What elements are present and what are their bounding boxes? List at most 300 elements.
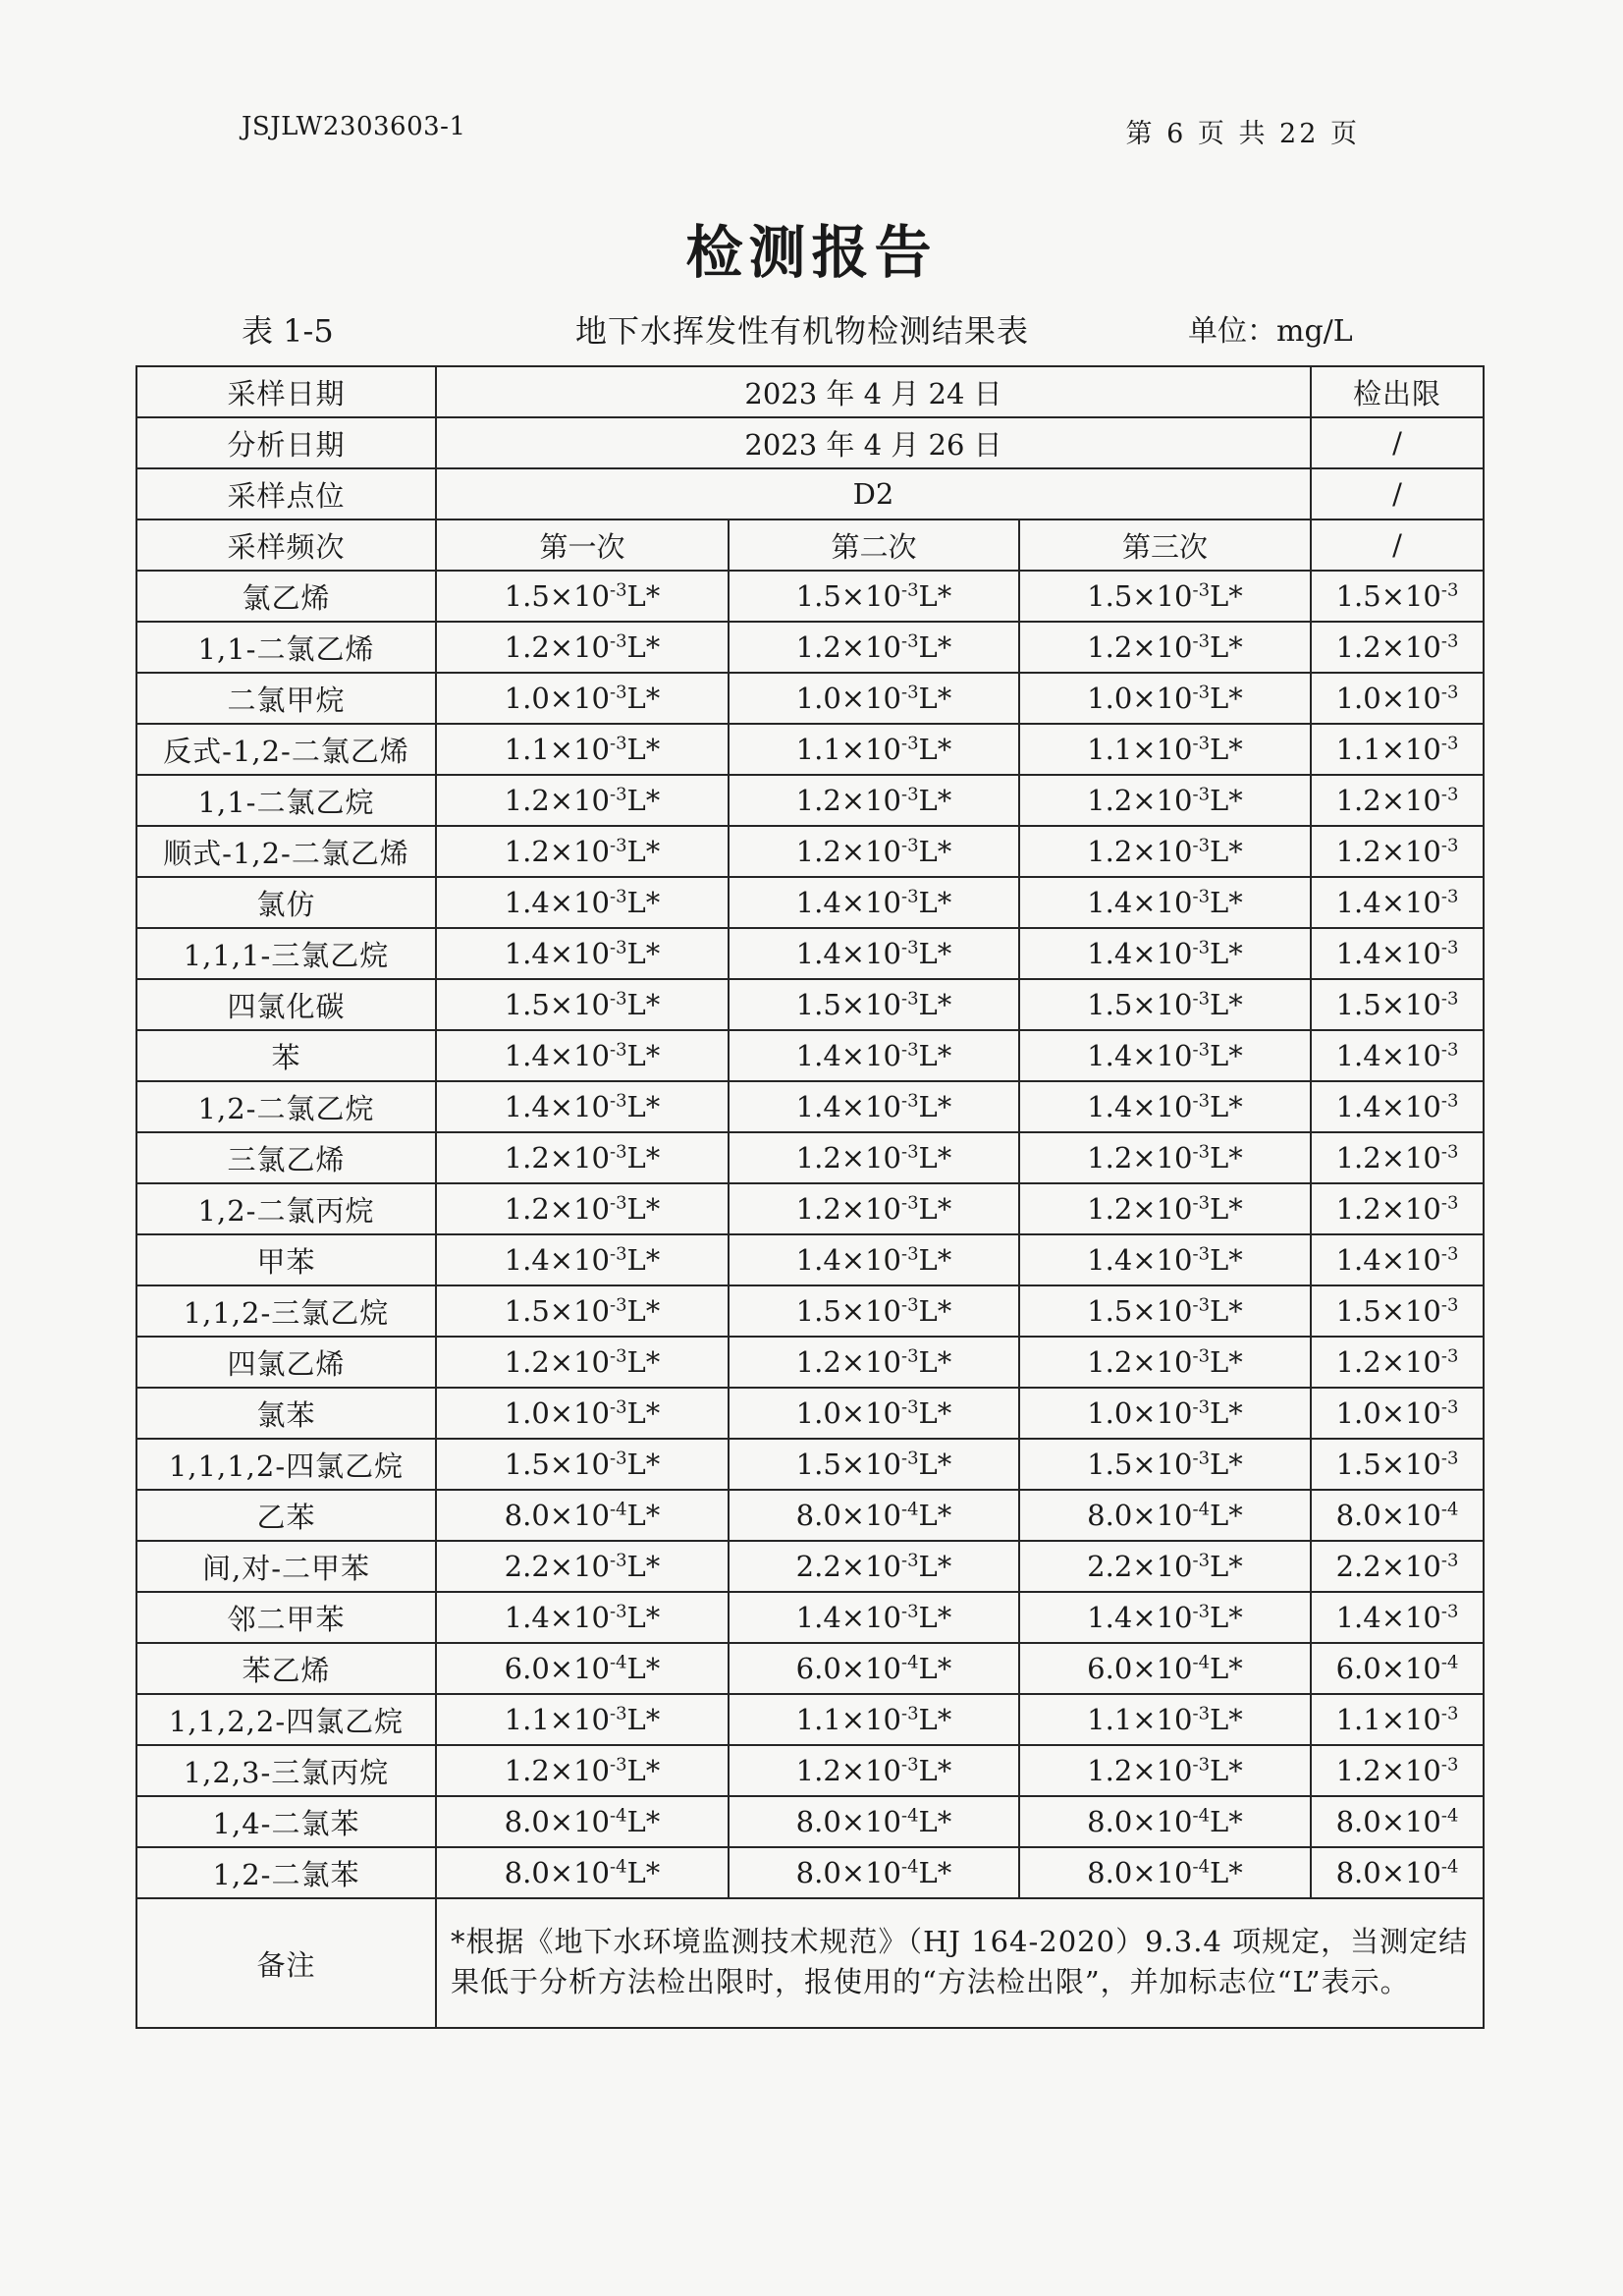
value-exponent: -3	[610, 1192, 627, 1214]
value-mantissa: 8.0	[1335, 1856, 1381, 1889]
result-cell: $8.0\times 10^{-4}L*$	[436, 1847, 729, 1898]
value-exponent: -3	[1192, 1703, 1211, 1724]
value-exponent: -3	[901, 886, 919, 907]
value-mantissa: 1.5	[1087, 1448, 1133, 1481]
value-exponent: -3	[610, 886, 627, 907]
result-cell: $1.5\times 10^{-3}L*$	[729, 1285, 1019, 1337]
report-title: 检测报告	[685, 219, 938, 286]
report-number: JSJLW2303603-1	[242, 112, 466, 141]
result-cell: $1.2\times 10^{-3}L*$	[1019, 1132, 1311, 1183]
value-exponent: -3	[1440, 579, 1459, 601]
analyte-name: 苯	[136, 1030, 436, 1081]
value-mantissa: 1.1	[504, 1703, 550, 1736]
result-cell: $1.4\times 10^{-3}L*$	[436, 1081, 729, 1132]
value-mantissa: 1.4	[504, 1601, 550, 1634]
value-exponent: -3	[1192, 1243, 1211, 1265]
table-row	[136, 1847, 1484, 1898]
value-mantissa: 8.0	[1087, 1805, 1133, 1838]
value-mantissa: 1.2	[504, 1192, 550, 1226]
detection-limit-cell: $1.2\times 10^{-3}$	[1311, 622, 1484, 673]
detection-limit-cell: $1.5\times 10^{-3}$	[1311, 1285, 1484, 1337]
value-mantissa: 1.0	[795, 682, 841, 715]
analyte-name: 氯仿	[136, 877, 436, 928]
detection-limit-cell: $6.0\times 10^{-4}$	[1311, 1643, 1484, 1694]
table-row	[136, 1490, 1484, 1541]
table-row	[136, 1030, 1484, 1081]
detection-limit-cell: $8.0\times 10^{-4}$	[1311, 1847, 1484, 1898]
value-exponent: -4	[610, 1652, 627, 1673]
value-exponent: -3	[1440, 784, 1459, 805]
table-row	[136, 877, 1484, 928]
detection-limit-cell: $1.4\times 10^{-3}$	[1311, 1592, 1484, 1643]
table-row	[136, 1388, 1484, 1439]
frequency-1: 第一次	[436, 519, 729, 571]
table-row	[136, 724, 1484, 775]
value-mantissa: 2.2	[504, 1550, 550, 1583]
result-cell: $1.2\times 10^{-3}L*$	[729, 1745, 1019, 1796]
value-mantissa: 1.2	[795, 784, 841, 817]
value-exponent: -4	[1192, 1805, 1211, 1827]
result-cell: $1.4\times 10^{-3}L*$	[1019, 877, 1311, 928]
result-cell: $2.2\times 10^{-3}L*$	[729, 1541, 1019, 1592]
value-mantissa: 1.4	[504, 1243, 550, 1277]
value-mantissa: 1.4	[1335, 886, 1381, 919]
table-row	[136, 1081, 1484, 1132]
value-mantissa: 1.5	[1087, 988, 1133, 1021]
analyte-name: 四氯乙烯	[136, 1337, 436, 1388]
result-cell: $1.5\times 10^{-3}L*$	[1019, 1439, 1311, 1490]
slash-cell: /	[1311, 519, 1484, 571]
value-exponent: -3	[901, 1601, 919, 1622]
table-row	[136, 1592, 1484, 1643]
value-mantissa: 1.4	[1335, 1039, 1381, 1072]
value-mantissa: 8.0	[504, 1805, 550, 1838]
sampling-frequency-label: 采样频次	[136, 519, 436, 571]
analyte-name: 甲苯	[136, 1234, 436, 1285]
value-exponent: -3	[610, 733, 627, 754]
result-cell: $1.2\times 10^{-3}L*$	[1019, 1183, 1311, 1234]
result-cell: $8.0\times 10^{-4}L*$	[729, 1847, 1019, 1898]
detection-limit-header: 检出限	[1311, 366, 1484, 417]
result-cell: $1.2\times 10^{-3}L*$	[436, 1132, 729, 1183]
value-exponent: -3	[1440, 1345, 1459, 1367]
value-mantissa: 8.0	[1335, 1805, 1381, 1838]
result-cell: $1.0\times 10^{-3}L*$	[436, 1388, 729, 1439]
value-exponent: -3	[610, 682, 627, 703]
value-mantissa: 1.1	[1335, 733, 1381, 766]
result-cell: $1.5\times 10^{-3}L*$	[729, 1439, 1019, 1490]
value-exponent: -3	[901, 1703, 919, 1724]
analyte-name: 1,1,1,2-四氯乙烷	[136, 1439, 436, 1490]
value-mantissa: 8.0	[795, 1805, 841, 1838]
value-mantissa: 1.4	[795, 886, 841, 919]
value-exponent: -4	[1440, 1805, 1459, 1827]
analysis-date-value: 2023 年 4 月 26 日	[436, 417, 1311, 468]
sampling-date-value: 2023 年 4 月 24 日	[436, 366, 1311, 417]
value-mantissa: 1.1	[504, 733, 550, 766]
analyte-name: 乙苯	[136, 1490, 436, 1541]
table-row	[136, 1234, 1484, 1285]
value-mantissa: 1.2	[1087, 630, 1133, 664]
detection-limit-cell: $1.4\times 10^{-3}$	[1311, 928, 1484, 979]
value-mantissa: 1.0	[1335, 1396, 1381, 1430]
value-exponent: -3	[901, 1550, 919, 1571]
value-mantissa: 1.2	[504, 1141, 550, 1175]
value-mantissa: 1.5	[1087, 579, 1133, 613]
result-cell: $1.1\times 10^{-3}L*$	[729, 724, 1019, 775]
result-cell: $1.2\times 10^{-3}L*$	[729, 1132, 1019, 1183]
detection-limit-cell: $1.2\times 10^{-3}$	[1311, 1337, 1484, 1388]
value-exponent: -4	[1440, 1499, 1459, 1520]
value-mantissa: 1.5	[795, 1294, 841, 1328]
value-exponent: -3	[901, 1141, 919, 1163]
result-cell: $1.2\times 10^{-3}L*$	[1019, 1337, 1311, 1388]
detection-limit-cell: $2.2\times 10^{-3}$	[1311, 1541, 1484, 1592]
value-mantissa: 1.2	[795, 1754, 841, 1787]
value-exponent: -3	[1192, 1550, 1211, 1571]
result-cell: $1.2\times 10^{-3}L*$	[1019, 775, 1311, 826]
result-cell: $1.2\times 10^{-3}L*$	[1019, 826, 1311, 877]
value-exponent: -3	[901, 630, 919, 652]
result-cell: $1.1\times 10^{-3}L*$	[436, 724, 729, 775]
value-mantissa: 6.0	[795, 1652, 841, 1685]
value-mantissa: 1.1	[795, 1703, 841, 1736]
value-mantissa: 1.1	[1335, 1703, 1381, 1736]
value-mantissa: 1.2	[795, 1141, 841, 1175]
value-mantissa: 1.5	[504, 988, 550, 1021]
header-row-sampling-point	[136, 468, 1484, 519]
value-mantissa: 1.2	[795, 630, 841, 664]
value-mantissa: 1.4	[1335, 1601, 1381, 1634]
value-mantissa: 1.5	[1335, 579, 1381, 613]
value-mantissa: 1.2	[1087, 1754, 1133, 1787]
analyte-name: 1,1,1-三氯乙烷	[136, 928, 436, 979]
value-exponent: -3	[901, 1294, 919, 1316]
table-row	[136, 979, 1484, 1030]
value-exponent: -4	[610, 1499, 627, 1520]
result-cell: $1.1\times 10^{-3}L*$	[1019, 1694, 1311, 1745]
value-mantissa: 1.4	[795, 1090, 841, 1123]
value-mantissa: 6.0	[504, 1652, 550, 1685]
value-exponent: -3	[1440, 1294, 1459, 1316]
analysis-date-label: 分析日期	[136, 417, 436, 468]
result-cell: $6.0\times 10^{-4}L*$	[1019, 1643, 1311, 1694]
value-exponent: -3	[1440, 1448, 1459, 1469]
value-exponent: -4	[1440, 1652, 1459, 1673]
table-row	[136, 1439, 1484, 1490]
value-mantissa: 1.2	[504, 630, 550, 664]
value-exponent: -3	[610, 630, 627, 652]
result-cell: $1.4\times 10^{-3}L*$	[729, 877, 1019, 928]
detection-limit-cell: $1.1\times 10^{-3}$	[1311, 1694, 1484, 1745]
analyte-name: 1,2-二氯乙烷	[136, 1081, 436, 1132]
value-exponent: -3	[610, 1090, 627, 1112]
result-cell: $1.2\times 10^{-3}L*$	[729, 1337, 1019, 1388]
analyte-name: 1,1,2,2-四氯乙烷	[136, 1694, 436, 1745]
value-exponent: -3	[1192, 1141, 1211, 1163]
value-exponent: -3	[901, 682, 919, 703]
analyte-name: 四氯化碳	[136, 979, 436, 1030]
value-exponent: -3	[901, 1039, 919, 1061]
result-cell: $1.0\times 10^{-3}L*$	[729, 1388, 1019, 1439]
value-mantissa: 1.4	[504, 1090, 550, 1123]
value-exponent: -3	[610, 1243, 627, 1265]
value-mantissa: 1.4	[1087, 937, 1133, 970]
value-exponent: -3	[1192, 1396, 1211, 1418]
result-cell: $8.0\times 10^{-4}L*$	[436, 1796, 729, 1847]
value-mantissa: 8.0	[795, 1499, 841, 1532]
value-exponent: -3	[1192, 1039, 1211, 1061]
value-exponent: -3	[610, 1294, 627, 1316]
value-exponent: -3	[901, 835, 919, 856]
value-exponent: -3	[1192, 1601, 1211, 1622]
result-cell: $1.5\times 10^{-3}L*$	[1019, 979, 1311, 1030]
value-mantissa: 1.0	[1087, 682, 1133, 715]
analyte-name: 氯苯	[136, 1388, 436, 1439]
result-cell: $1.2\times 10^{-3}L*$	[729, 1183, 1019, 1234]
table-row	[136, 775, 1484, 826]
analyte-name: 1,1,2-三氯乙烷	[136, 1285, 436, 1337]
result-cell: $1.5\times 10^{-3}L*$	[1019, 1285, 1311, 1337]
value-exponent: -3	[1440, 835, 1459, 856]
value-exponent: -3	[1440, 1601, 1459, 1622]
value-exponent: -3	[1192, 682, 1211, 703]
value-mantissa: 1.0	[795, 1396, 841, 1430]
value-mantissa: 1.2	[1087, 784, 1133, 817]
value-exponent: -3	[901, 1243, 919, 1265]
result-cell: $8.0\times 10^{-4}L*$	[729, 1796, 1019, 1847]
value-exponent: -3	[1192, 835, 1211, 856]
value-exponent: -4	[901, 1856, 919, 1878]
result-cell: $1.2\times 10^{-3}L*$	[729, 622, 1019, 673]
value-mantissa: 1.2	[1087, 1141, 1133, 1175]
value-exponent: -3	[1440, 733, 1459, 754]
result-cell: $1.2\times 10^{-3}L*$	[436, 622, 729, 673]
table-row	[136, 1183, 1484, 1234]
result-cell: $1.1\times 10^{-3}L*$	[436, 1694, 729, 1745]
value-exponent: -3	[1192, 1448, 1211, 1469]
result-cell: $1.4\times 10^{-3}L*$	[436, 1592, 729, 1643]
result-cell: $1.2\times 10^{-3}L*$	[436, 1745, 729, 1796]
value-mantissa: 6.0	[1087, 1652, 1133, 1685]
value-mantissa: 2.2	[795, 1550, 841, 1583]
header-row-sampling-date	[136, 366, 1484, 417]
sampling-point-value: D2	[436, 468, 1311, 519]
value-exponent: -3	[610, 1448, 627, 1469]
analyte-name: 间,对-二甲苯	[136, 1541, 436, 1592]
value-mantissa: 1.2	[1087, 835, 1133, 868]
result-cell: $1.5\times 10^{-3}L*$	[436, 1285, 729, 1337]
value-mantissa: 1.4	[1335, 1243, 1381, 1277]
value-exponent: -3	[610, 1039, 627, 1061]
result-cell: $8.0\times 10^{-4}L*$	[1019, 1796, 1311, 1847]
value-mantissa: 1.2	[1335, 835, 1381, 868]
value-mantissa: 1.2	[504, 1345, 550, 1379]
value-exponent: -3	[1440, 630, 1459, 652]
value-exponent: -3	[1192, 1754, 1211, 1776]
value-exponent: -3	[901, 1754, 919, 1776]
analyte-name: 反式-1,2-二氯乙烯	[136, 724, 436, 775]
slash-cell: /	[1311, 417, 1484, 468]
value-exponent: -4	[610, 1805, 627, 1827]
detection-limit-cell: $1.4\times 10^{-3}$	[1311, 1030, 1484, 1081]
value-exponent: -3	[610, 1754, 627, 1776]
value-exponent: -3	[610, 988, 627, 1010]
value-exponent: -4	[1192, 1856, 1211, 1878]
result-cell: $1.5\times 10^{-3}L*$	[1019, 571, 1311, 622]
header-row-frequency	[136, 519, 1484, 571]
value-exponent: -3	[1440, 682, 1459, 703]
value-mantissa: 1.5	[504, 1448, 550, 1481]
value-mantissa: 1.5	[504, 579, 550, 613]
value-exponent: -3	[901, 784, 919, 805]
value-mantissa: 1.2	[1335, 1345, 1381, 1379]
result-cell: $1.5\times 10^{-3}L*$	[436, 571, 729, 622]
value-mantissa: 1.4	[1087, 886, 1133, 919]
frequency-3: 第三次	[1019, 519, 1311, 571]
result-cell: $8.0\times 10^{-4}L*$	[729, 1490, 1019, 1541]
slash-cell: /	[1311, 468, 1484, 519]
value-exponent: -3	[610, 1345, 627, 1367]
result-cell: $1.4\times 10^{-3}L*$	[729, 1592, 1019, 1643]
result-cell: $1.0\times 10^{-3}L*$	[729, 673, 1019, 724]
value-exponent: -3	[610, 1396, 627, 1418]
value-mantissa: 1.4	[504, 1039, 550, 1072]
value-mantissa: 1.4	[1335, 937, 1381, 970]
detection-limit-cell: $1.5\times 10^{-3}$	[1311, 979, 1484, 1030]
value-mantissa: 1.2	[1335, 1141, 1381, 1175]
value-exponent: -3	[1192, 784, 1211, 805]
value-exponent: -3	[901, 579, 919, 601]
result-cell: $1.4\times 10^{-3}L*$	[1019, 1081, 1311, 1132]
table-row	[136, 622, 1484, 673]
remark-row	[136, 1898, 1484, 2028]
value-mantissa: 1.2	[1335, 630, 1381, 664]
value-mantissa: 1.4	[1087, 1601, 1133, 1634]
result-cell: $1.2\times 10^{-3}L*$	[436, 826, 729, 877]
value-mantissa: 1.1	[1087, 1703, 1133, 1736]
value-exponent: -3	[1192, 579, 1211, 601]
detection-limit-cell: $1.2\times 10^{-3}$	[1311, 826, 1484, 877]
value-mantissa: 1.4	[1335, 1090, 1381, 1123]
result-cell: $1.2\times 10^{-3}L*$	[729, 775, 1019, 826]
header-row-analysis-date	[136, 417, 1484, 468]
detection-limit-cell: $1.4\times 10^{-3}$	[1311, 877, 1484, 928]
result-cell: $6.0\times 10^{-4}L*$	[436, 1643, 729, 1694]
value-mantissa: 1.5	[1335, 1448, 1381, 1481]
value-exponent: -3	[1192, 733, 1211, 754]
value-exponent: -4	[610, 1856, 627, 1878]
unit-label: 单位：mg/L	[1188, 314, 1353, 349]
value-mantissa: 1.2	[504, 835, 550, 868]
detection-limit-cell: $1.1\times 10^{-3}$	[1311, 724, 1484, 775]
table-number: 表 1-5	[242, 312, 334, 350]
value-mantissa: 1.5	[795, 579, 841, 613]
value-mantissa: 1.5	[1087, 1294, 1133, 1328]
value-exponent: -4	[901, 1805, 919, 1827]
detection-limit-cell: $8.0\times 10^{-4}$	[1311, 1490, 1484, 1541]
result-cell: $1.4\times 10^{-3}L*$	[729, 1234, 1019, 1285]
result-cell: $1.1\times 10^{-3}L*$	[1019, 724, 1311, 775]
table-row	[136, 673, 1484, 724]
analyte-name: 三氯乙烯	[136, 1132, 436, 1183]
value-exponent: -3	[610, 579, 627, 601]
result-cell: $1.1\times 10^{-3}L*$	[729, 1694, 1019, 1745]
table-row	[136, 1745, 1484, 1796]
analyte-name: 1,2-二氯苯	[136, 1847, 436, 1898]
value-exponent: -3	[610, 1141, 627, 1163]
analyte-name: 氯乙烯	[136, 571, 436, 622]
table-row	[136, 571, 1484, 622]
value-exponent: -3	[610, 937, 627, 958]
detection-limit-cell: $1.0\times 10^{-3}$	[1311, 1388, 1484, 1439]
result-cell: $1.5\times 10^{-3}L*$	[436, 1439, 729, 1490]
value-exponent: -3	[901, 1345, 919, 1367]
result-cell: $1.2\times 10^{-3}L*$	[1019, 1745, 1311, 1796]
analyte-name: 苯乙烯	[136, 1643, 436, 1694]
table-row	[136, 1643, 1484, 1694]
result-cell: $8.0\times 10^{-4}L*$	[1019, 1847, 1311, 1898]
table-row	[136, 826, 1484, 877]
result-cell: $1.5\times 10^{-3}L*$	[436, 979, 729, 1030]
value-exponent: -3	[610, 1601, 627, 1622]
result-cell: $1.0\times 10^{-3}L*$	[436, 673, 729, 724]
value-mantissa: 1.4	[795, 1601, 841, 1634]
value-mantissa: 2.2	[1087, 1550, 1133, 1583]
value-exponent: -4	[1192, 1499, 1211, 1520]
value-mantissa: 2.2	[1335, 1550, 1381, 1583]
value-mantissa: 1.2	[795, 835, 841, 868]
value-mantissa: 1.5	[1335, 1294, 1381, 1328]
results-table	[135, 365, 1485, 2029]
analyte-name: 1,2,3-三氯丙烷	[136, 1745, 436, 1796]
value-mantissa: 1.0	[1335, 682, 1381, 715]
result-cell: $1.5\times 10^{-3}L*$	[729, 979, 1019, 1030]
value-exponent: -3	[1192, 630, 1211, 652]
detection-limit-cell: $1.4\times 10^{-3}$	[1311, 1234, 1484, 1285]
result-cell: $1.4\times 10^{-3}L*$	[436, 1030, 729, 1081]
value-exponent: -3	[901, 988, 919, 1010]
detection-limit-cell: $1.0\times 10^{-3}$	[1311, 673, 1484, 724]
result-cell: $1.0\times 10^{-3}L*$	[1019, 1388, 1311, 1439]
table-row	[136, 1285, 1484, 1337]
value-exponent: -3	[1192, 988, 1211, 1010]
result-cell: $8.0\times 10^{-4}L*$	[436, 1490, 729, 1541]
value-mantissa: 8.0	[795, 1856, 841, 1889]
remark-text: *根据《地下水环境监测技术规范》（HJ 164-2020）9.3.4 项规定，当测定结果低于分析方法检出限时，报使用的“方法检出限”，并加标志位“L”表示。	[436, 1898, 1484, 2028]
analyte-name: 1,1-二氯乙烯	[136, 622, 436, 673]
value-exponent: -3	[1440, 988, 1459, 1010]
frequency-2: 第二次	[729, 519, 1019, 571]
result-cell: $1.2\times 10^{-3}L*$	[436, 775, 729, 826]
result-cell: $1.4\times 10^{-3}L*$	[729, 928, 1019, 979]
value-mantissa: 6.0	[1335, 1652, 1381, 1685]
value-exponent: -4	[901, 1499, 919, 1520]
value-exponent: -3	[1440, 1703, 1459, 1724]
analyte-name: 1,2-二氯丙烷	[136, 1183, 436, 1234]
table-row	[136, 1132, 1484, 1183]
value-exponent: -3	[1440, 1090, 1459, 1112]
table-row	[136, 1337, 1484, 1388]
value-exponent: -4	[1440, 1856, 1459, 1878]
value-exponent: -3	[1440, 1550, 1459, 1571]
value-mantissa: 1.2	[1087, 1192, 1133, 1226]
value-mantissa: 8.0	[1087, 1856, 1133, 1889]
value-mantissa: 1.2	[504, 1754, 550, 1787]
value-exponent: -4	[1192, 1652, 1211, 1673]
value-mantissa: 8.0	[1335, 1499, 1381, 1532]
value-mantissa: 8.0	[504, 1856, 550, 1889]
